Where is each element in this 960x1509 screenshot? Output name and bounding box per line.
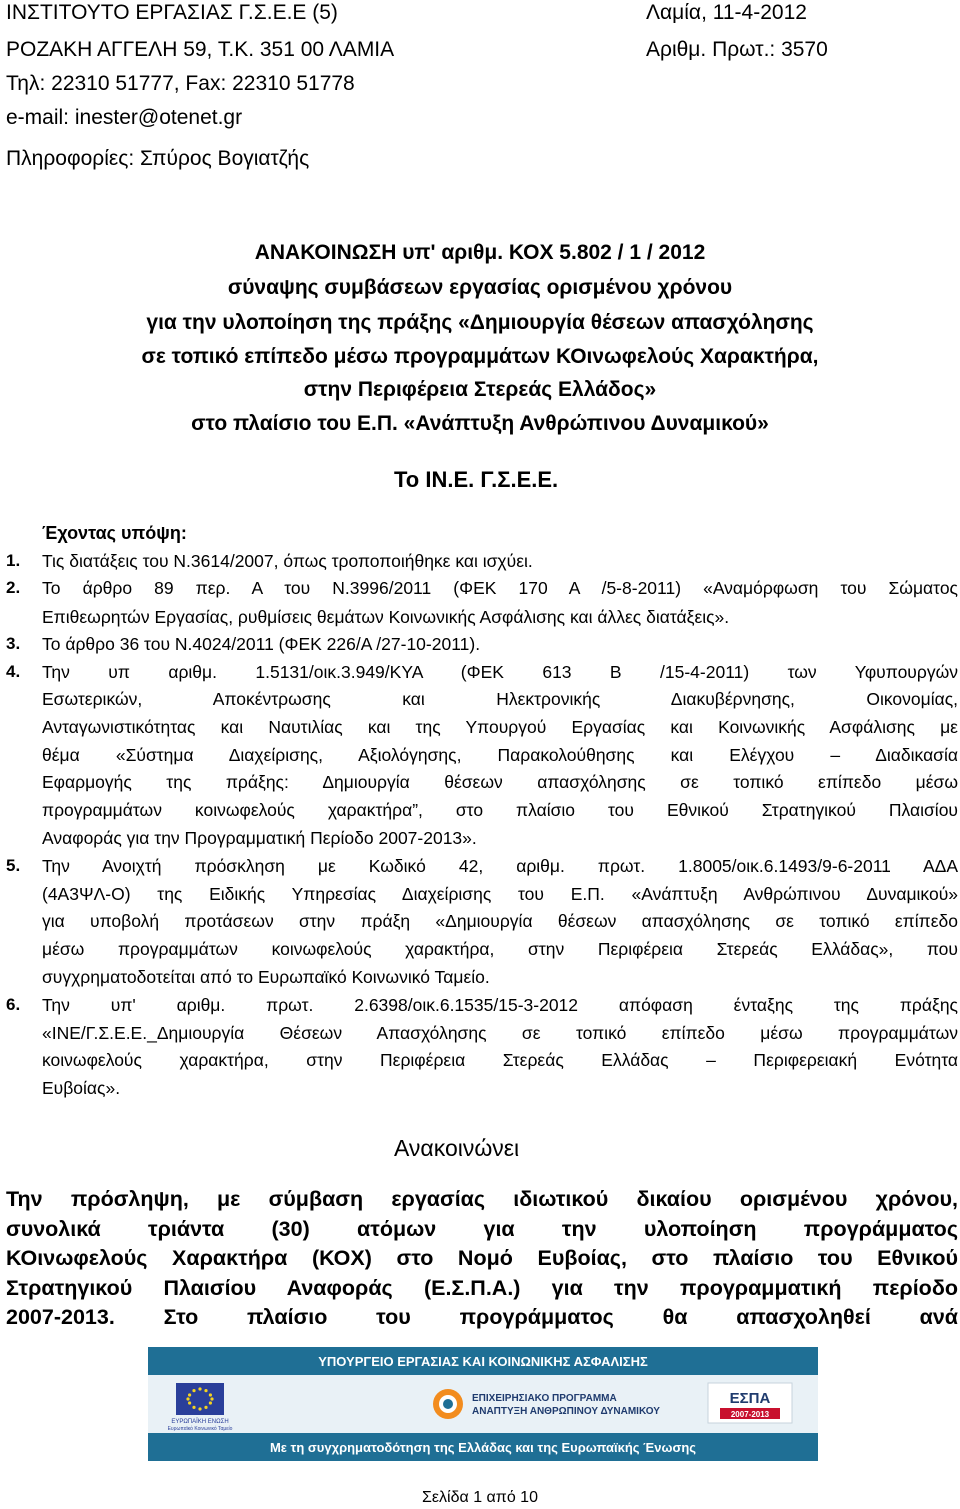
item-text: Το άρθρο 89 περ. Α του Ν.3996/2011 (ΦΕΚ 170 Α /5-8-2011) «Αναμόρφωση του Σώματος <box>42 578 958 598</box>
document-date: Λαμία, 11-4-2012 <box>646 1 807 24</box>
item-text: προγραμμάτων κοινωφελούς χαρακτήρα”, στο πλαίσιο του Εθνικού Στρατηγικού Πλαισίου <box>42 800 958 820</box>
cofunding-statement: Με τη συγχρηματοδότηση της Ελλάδας και της Ευρωπαϊκής Ένωσης <box>269 1440 697 1455</box>
announce-text: Στρατηγικού Πλαισίου Αναφοράς (Ε.Σ.Π.Α.) για την προγραμματική περίοδο <box>6 1276 958 1300</box>
item-text: Αναφοράς για την Προγραμματική Περίοδο 2007-2013». <box>42 828 477 848</box>
item-text: (4Α3ΨΛ-Ο) της Ειδικής Υπηρεσίας Διαχείρισης του Ε.Π. «Ανάπτυξη Ανθρώπινου Δυναμικού» <box>42 884 958 904</box>
announcement-title: ΑΝΑΚΟΙΝΩΣΗ υπ' αριθμ. ΚΟΧ 5.802 / 1 / 2012 <box>254 241 706 264</box>
item-text: Την υπ' αριθμ. πρωτ. 2.6398/οικ.6.1535/15-3-2012 απόφαση ένταξης της πράξης <box>42 995 958 1015</box>
page-number: Σελίδα 1 από 10 <box>422 1489 538 1506</box>
org-contact: Πληροφορίες: Σπύρος Βογιατζής <box>6 147 310 170</box>
item-number: 3. <box>6 634 21 653</box>
announce-text: συνολικά τριάντα (30) ατόμων για την υλοποίηση προγράμματος <box>6 1217 958 1241</box>
title-line: σε τοπικό επίπεδο μέσω προγραμμάτων ΚΟινωφελούς Χαρακτήρα, <box>141 345 819 368</box>
title-line: για την υλοποίηση της πράξης «Δημιουργία θέσεων απασχόλησης <box>146 311 814 334</box>
item-text: Την υπ αριθμ. 1.5131/οικ.3.949/ΚΥΑ (ΦΕΚ 613 Β /15-4-2011) των Υφυπουργών <box>42 662 958 682</box>
title-line: στην Περιφέρεια Στερεάς Ελλάδος» <box>303 378 657 401</box>
item-text: Ανταγωνιστικότητας και Ναυτιλίας και της Υπουργού Εργασίας και Κοινωνικής Ασφάλισης με <box>42 717 958 737</box>
org-phone: Τηλ: 22310 51777, Fax: 22310 51778 <box>6 72 355 95</box>
item-text: Ευβοίας». <box>42 1078 121 1098</box>
item-text: κοινωφελούς χαρακτήρα, στην Περιφέρεια Στερεάς Ελλάδας – Περιφερειακή Ενότητα <box>42 1050 958 1070</box>
item-number: 2. <box>6 578 21 597</box>
program-logo-icon <box>433 1389 463 1419</box>
item-text: Το άρθρο 36 του Ν.4024/2011 (ΦΕΚ 226/Α /27-10-2011). <box>42 634 481 654</box>
announce-text: 2007-2013. Στο πλαίσιο του προγράμματος θα απασχοληθεί ανά <box>6 1305 958 1329</box>
item-text: θέμα «Σύστημα Διαχείρισης, Αξιολόγησης, Παρακολούθησης και Ελέγχου – Διαδικασία <box>42 745 958 765</box>
banner-text: ΕΣΠΑ <box>729 1390 771 1407</box>
org-email: e-mail: inester@otenet.gr <box>6 106 243 129</box>
program-funding-banner <box>148 1347 818 1461</box>
item-text: συγχρηματοδοτείται από το Ευρωπαϊκό Κοινωνικό Ταμείο. <box>42 967 490 987</box>
item-text: «ΙΝΕ/Γ.Σ.Ε.Ε._Δημιουργία Θέσεων Απασχόλησης σε τοπικό επίπεδο μέσω προγραμμάτων <box>42 1023 958 1043</box>
item-text: μέσω προγραμμάτων κοινωφελούς χαρακτήρα, στην Περιφέρεια Στερεάς Ελλάδας», που <box>42 939 958 959</box>
org-name: ΙΝΣΤΙΤΟΥΤΟ ΕΡΓΑΣΙΑΣ Γ.Σ.Ε.Ε (5) <box>6 1 338 24</box>
banner-text: 2007-2013 <box>730 1410 770 1419</box>
eu-flag-icon <box>176 1383 224 1415</box>
issuer: Το ΙΝ.Ε. Γ.Σ.Ε.Ε. <box>394 467 559 492</box>
item-text: Εφαρμογής της πράξης: Δημιουργία θέσεων απασχόλησης σε τοπικό επίπεδο μέσω <box>42 772 958 792</box>
esf-caption: Ευρωπαϊκό Κοινωνικό Ταμείο <box>167 1426 233 1432</box>
protocol-number: Αριθμ. Πρωτ.: 3570 <box>646 38 828 61</box>
item-text: Τις διατάξεις του Ν.3614/2007, όπως τροποποιήθηκε και ισχύει. <box>42 551 533 571</box>
espa-logo-icon <box>708 1383 792 1423</box>
considering-heading: Έχοντας υπόψη: <box>42 523 187 543</box>
announce-heading: Ανακοινώνει <box>394 1135 520 1161</box>
ministry-name: ΥΠΟΥΡΓΕΙΟ ΕΡΓΑΣΙΑΣ ΚΑΙ ΚΟΙΝΩΝΙΚΗΣ ΑΣΦΑΛΙΣΗΣ <box>318 1354 648 1369</box>
item-number: 4. <box>6 662 21 681</box>
item-number: 5. <box>6 856 21 875</box>
item-text: Εσωτερικών, Αποκέντρωσης και Ηλεκτρονικής Διακυβέρνησης, Οικονομίας, <box>42 689 958 709</box>
item-number: 6. <box>6 995 21 1014</box>
title-line: σύναψης συμβάσεων εργασίας ορισμένου χρόνου <box>227 276 733 299</box>
item-number: 1. <box>6 551 21 570</box>
announce-text: Την πρόσληψη, με σύμβαση εργασίας ιδιωτικού δικαίου ορισμένου χρόνου, <box>6 1187 958 1211</box>
title-line: στο πλαίσιο του Ε.Π. «Ανάπτυξη Ανθρώπινου Δυναμικού» <box>191 412 769 435</box>
program-name: ΕΠΙΧΕΙΡΗΣΙΑΚΟ ΠΡΟΓΡΑΜΜΑ <box>472 1393 617 1404</box>
item-text: Επιθεωρητών Εργασίας, ρυθμίσεις θεμάτων Κοινωνικής Ασφάλισης και άλλες διατάξεις». <box>42 607 730 627</box>
eu-caption: ΕΥΡΩΠΑΪΚΗ ΕΝΩΣΗ <box>171 1419 229 1425</box>
program-subtitle: ΑΝΑΠΤΥΞΗ ΑΝΘΡΩΠΙΝΟΥ ΔΥΝΑΜΙΚΟΥ <box>472 1406 660 1417</box>
item-text: για υποβολή προτάσεων στην πράξη «Δημιουργία θέσεων απασχόλησης σε τοπικό επίπεδο <box>42 911 958 931</box>
item-text: Την Ανοιχτή πρόσκληση με Κωδικό 42, αριθμ. πρωτ. 1.8005/οικ.6.1493/9-6-2011 ΑΔΑ <box>42 856 958 876</box>
announce-text: ΚΟινωφελούς Χαρακτήρα (ΚΟΧ) στο Νομό Ευβοίας, στο πλαίσιο του Εθνικού <box>6 1246 958 1270</box>
org-address: ΡΟΖΑΚΗ ΑΓΓΕΛΗ 59, Τ.Κ. 351 00 ΛΑΜΙΑ <box>6 38 395 61</box>
